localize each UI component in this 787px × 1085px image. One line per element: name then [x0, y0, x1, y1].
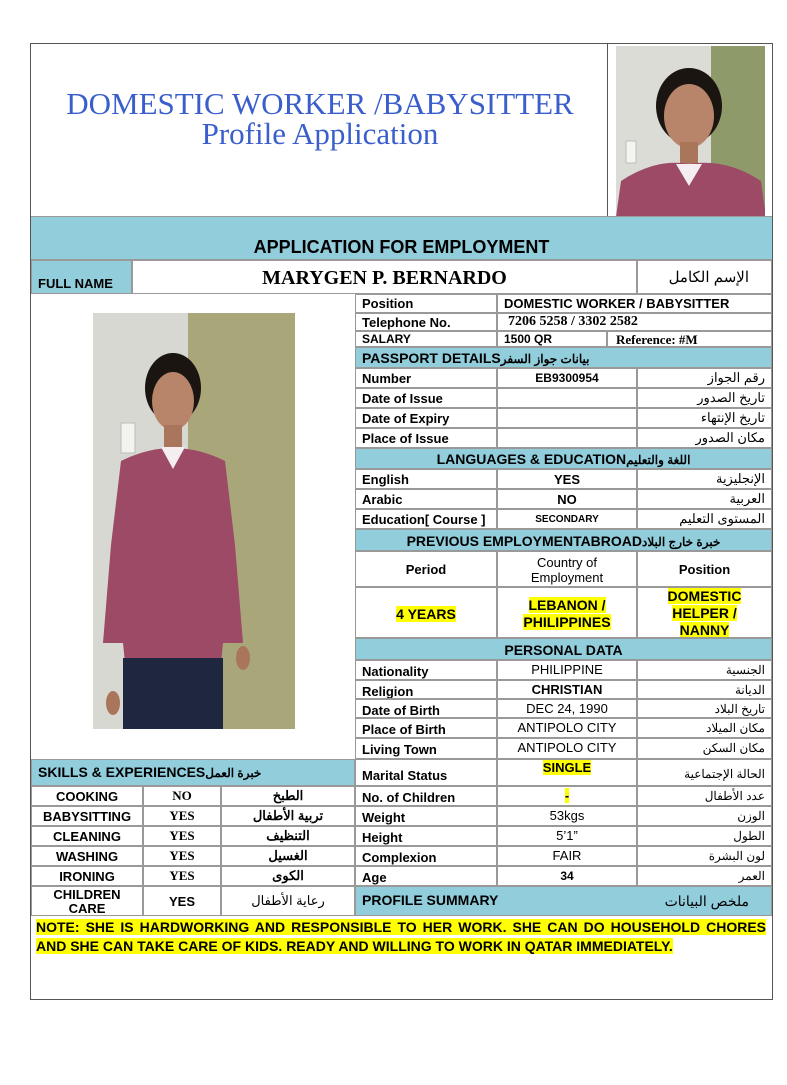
- summary-section-header: [355, 886, 772, 916]
- passport-title: PASSPORT DETAILS: [362, 350, 501, 366]
- language-row-arabic: المستوى التعليم: [637, 509, 772, 529]
- skill-row-value: YES: [143, 846, 221, 866]
- passport-row-value: EB9300954: [497, 368, 637, 388]
- personal-row-value-cell: [497, 786, 637, 806]
- employment-country-cell: [497, 587, 637, 638]
- skills-title: SKILLS & EXPERIENCES: [38, 764, 206, 780]
- language-row-value: YES: [497, 469, 637, 489]
- full-body-photo: [93, 313, 295, 729]
- personal-row-label: Religion: [355, 680, 497, 699]
- languages-title-arabic: اللغة والتعليم: [626, 453, 691, 467]
- telephone-value: 7206 5258 / 3302 2582: [497, 313, 772, 331]
- language-row-arabic: الإنجليزية: [637, 469, 772, 489]
- summary-title: PROFILE SUMMARY: [362, 892, 499, 908]
- personal-row-value-cell: [497, 699, 637, 718]
- skills-title-arabic: خبرة العمل: [205, 766, 262, 780]
- salary-label: SALARY: [355, 331, 497, 347]
- personal-row-value: 5’1”: [556, 828, 578, 843]
- employment-section-header: [355, 529, 772, 551]
- personal-row-value: 34: [560, 869, 574, 883]
- children-care-line1: CHILDREN: [53, 887, 121, 902]
- personal-row-value-cell: [497, 759, 637, 786]
- full-name-arabic: الإسم الكامل: [637, 260, 772, 294]
- personal-row-label: Living Town: [355, 738, 497, 759]
- personal-row-value-cell: [497, 660, 637, 680]
- personal-row-label: Complexion: [355, 846, 497, 866]
- passport-row-value: [497, 388, 637, 408]
- banner-title: APPLICATION FOR EMPLOYMENT: [253, 237, 550, 257]
- personal-row-arabic: مكان الميلاد: [637, 718, 772, 738]
- country-header-line1: Country of: [537, 555, 597, 570]
- skill-row-arabic: الكوى: [221, 866, 355, 886]
- personal-row-value-cell: [497, 680, 637, 699]
- passport-section-header: [355, 347, 772, 368]
- languages-title: LANGUAGES & EDUCATION: [436, 451, 627, 467]
- passport-row-arabic: تاريخ الإنتهاء: [637, 408, 772, 428]
- personal-row-arabic: الطول: [637, 826, 772, 846]
- passport-row-label: Date of Expiry: [355, 408, 497, 428]
- personal-row-value: SINGLE: [542, 760, 592, 775]
- languages-section-header: [355, 448, 772, 469]
- personal-row-value-cell: [497, 866, 637, 886]
- passport-row-value: [497, 428, 637, 448]
- personal-row-value: -: [564, 788, 570, 803]
- personal-row-value-cell: [497, 718, 637, 738]
- language-row-value: NO: [497, 489, 637, 509]
- personal-row-arabic: لون البشرة: [637, 846, 772, 866]
- language-row-label: Education[ Course ]: [355, 509, 497, 529]
- skill-row-label: BABYSITTING: [31, 806, 143, 826]
- personal-row-value-cell: [497, 826, 637, 846]
- children-care-value: YES: [143, 886, 221, 916]
- passport-row-arabic: تاريخ الصدور: [637, 388, 772, 408]
- language-row-value: SECONDARY: [497, 509, 637, 529]
- portrait-photo: [607, 43, 773, 217]
- position-label: Position: [355, 294, 497, 313]
- personal-row-label: Marital Status: [355, 759, 497, 786]
- personal-row-arabic: عدد الأطفال: [637, 786, 772, 806]
- skill-row-arabic: تربية الأطفال: [221, 806, 355, 826]
- employment-period-header: Period: [355, 551, 497, 587]
- personal-row-value: ANTIPOLO CITY: [517, 720, 617, 735]
- personal-row-label: No. of Children: [355, 786, 497, 806]
- passport-row-label: Number: [355, 368, 497, 388]
- personal-section-header: PERSONAL DATA: [355, 638, 772, 660]
- personal-row-arabic: تاريخ البلاد: [637, 699, 772, 718]
- personal-row-value: PHILIPPINE: [531, 662, 603, 677]
- country-header-line2: Employment: [530, 570, 604, 585]
- passport-title-arabic: بيانات جواز السفر: [500, 352, 590, 366]
- skill-row-value: YES: [143, 826, 221, 846]
- skill-row-value: YES: [143, 806, 221, 826]
- personal-row-value-cell: [497, 846, 637, 866]
- personal-row-arabic: الحالة الإجتماعية: [637, 759, 772, 786]
- personal-row-arabic: مكان السكن: [637, 738, 772, 759]
- personal-row-label: Age: [355, 866, 497, 886]
- employment-position-header: Position: [637, 551, 772, 587]
- personal-row-value: FAIR: [552, 848, 582, 863]
- skill-row-value: NO: [143, 786, 221, 806]
- application-banner: [31, 216, 772, 260]
- employment-position-line2: HELPER /: [672, 605, 737, 621]
- skill-row-arabic: الطبخ: [221, 786, 355, 806]
- full-name-label: FULL NAME: [31, 260, 132, 294]
- summary-note-text: NOTE: SHE IS HARDWORKING AND RESPONSIBLE TO HER WORK. SHE CAN DO HOUSEHOLD CHORES AND SHE CAN TAKE CARE OF KIDS. READY AND WILLING TO WORK IN QATAR IMMEDIATELY.: [36, 919, 766, 954]
- personal-row-arabic: العمر: [637, 866, 772, 886]
- employment-position-cell: [637, 587, 772, 638]
- portrait-photo-image: [616, 46, 765, 217]
- employment-period-value: 4 YEARS: [396, 606, 456, 622]
- skill-row-label: IRONING: [31, 866, 143, 886]
- skill-row-arabic: التنظيف: [221, 826, 355, 846]
- personal-row-value: 53kgs: [549, 808, 585, 823]
- language-row-label: English: [355, 469, 497, 489]
- personal-row-arabic: الديانة: [637, 680, 772, 699]
- personal-row-value: ANTIPOLO CITY: [517, 740, 617, 755]
- salary-value: 1500 QR: [497, 331, 607, 347]
- employment-title-arabic: خبرة خارج البلاد: [642, 535, 721, 549]
- employment-country-line1: LEBANON /: [528, 597, 606, 613]
- skills-section-header: [31, 759, 355, 786]
- profile-summary-note: [36, 918, 766, 956]
- reference-value: Reference: #M: [607, 331, 772, 347]
- children-care-line2: CARE: [68, 901, 106, 916]
- employment-country-header: [497, 551, 637, 587]
- personal-row-arabic: الوزن: [637, 806, 772, 826]
- skill-row-label: CLEANING: [31, 826, 143, 846]
- personal-row-label: Weight: [355, 806, 497, 826]
- personal-row-label: Place of Birth: [355, 718, 497, 738]
- passport-row-arabic: رقم الجواز: [637, 368, 772, 388]
- employment-period-cell: [355, 587, 497, 638]
- page-title: DOMESTIC WORKER /BABYSITTER: [66, 86, 574, 121]
- language-row-arabic: العربية: [637, 489, 772, 509]
- summary-title-arabic: ملخص البيانات: [664, 893, 749, 909]
- passport-row-arabic: مكان الصدور: [637, 428, 772, 448]
- employment-position-line1: DOMESTIC: [667, 588, 742, 604]
- skill-row-value: YES: [143, 866, 221, 886]
- page-subtitle: Profile Application: [201, 116, 439, 151]
- personal-row-value: DEC 24, 1990: [526, 701, 608, 716]
- personal-row-label: Height: [355, 826, 497, 846]
- full-body-photo-image: [93, 313, 295, 729]
- personal-row-arabic: الجنسية: [637, 660, 772, 680]
- language-row-label: Arabic: [355, 489, 497, 509]
- passport-row-value: [497, 408, 637, 428]
- children-care-arabic: رعاية الأطفال: [221, 886, 355, 916]
- skill-row-label: COOKING: [31, 786, 143, 806]
- skill-row-label: WASHING: [31, 846, 143, 866]
- employment-country-line2: PHILIPPINES: [523, 614, 611, 630]
- personal-row-value: CHRISTIAN: [531, 682, 603, 697]
- full-name-value: MARYGEN P. BERNARDO: [132, 260, 637, 294]
- personal-row-label: Date of Birth: [355, 699, 497, 718]
- skill-row-arabic: الغسيل: [221, 846, 355, 866]
- telephone-label: Telephone No.: [355, 313, 497, 331]
- position-value: DOMESTIC WORKER / BABYSITTER: [497, 294, 772, 313]
- employment-position-line3: NANNY: [679, 622, 730, 638]
- skill-row-children-care: [31, 886, 143, 916]
- employment-title: PREVIOUS EMPLOYMENTABROAD: [406, 533, 643, 549]
- personal-row-value-cell: [497, 738, 637, 759]
- personal-row-value-cell: [497, 806, 637, 826]
- passport-row-label: Date of Issue: [355, 388, 497, 408]
- passport-row-label: Place of Issue: [355, 428, 497, 448]
- personal-row-label: Nationality: [355, 660, 497, 680]
